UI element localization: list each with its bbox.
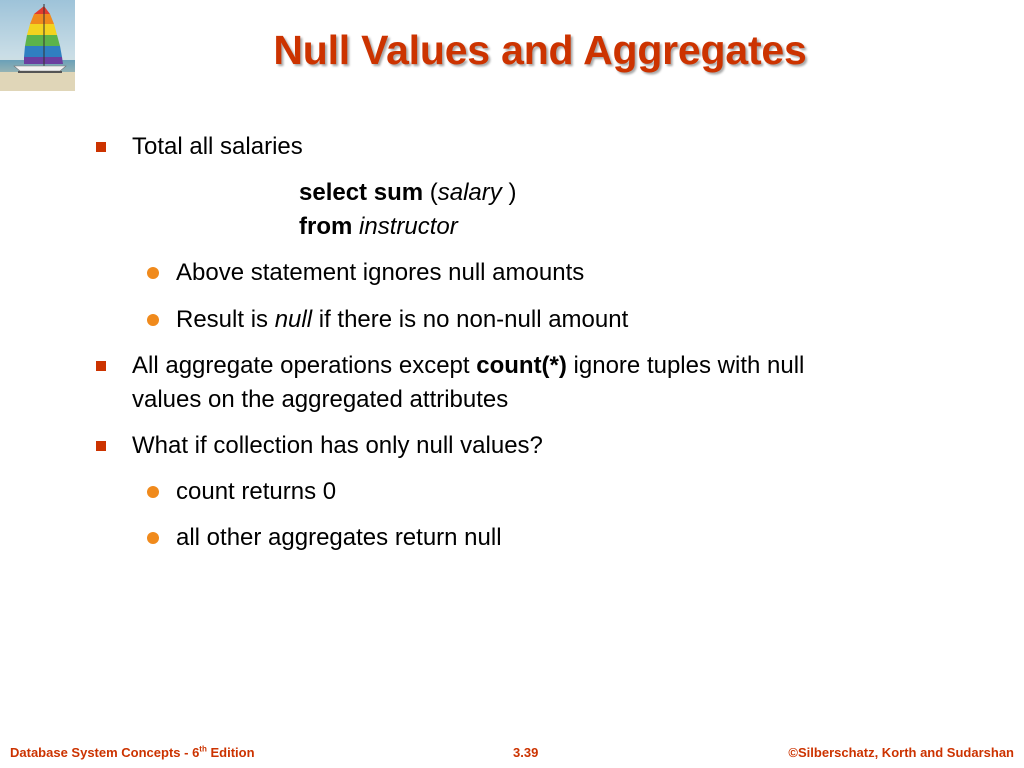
bullet-only-null-values: What if collection has only null values? bbox=[132, 432, 543, 459]
bullet-aggregate-operations-line2: values on the aggregated attributes bbox=[132, 386, 509, 413]
sub-bullet-ignores-nulls: Above statement ignores null amounts bbox=[176, 259, 585, 286]
sql-close-paren: ) bbox=[501, 179, 517, 206]
bullet-aggregate-operations bbox=[132, 350, 804, 382]
query-line-from bbox=[299, 211, 458, 243]
sailboat-logo-icon bbox=[0, 0, 75, 91]
square-bullet-icon bbox=[96, 361, 106, 371]
sub-bullet-result-null bbox=[176, 304, 628, 336]
footer-title-prefix: Database System Concepts - 6 bbox=[10, 745, 200, 760]
sql-open-paren: ( bbox=[429, 179, 438, 206]
sql-keyword-select-sum: select sum bbox=[299, 179, 424, 206]
footer-title-suffix: Edition bbox=[206, 745, 255, 760]
square-bullet-icon bbox=[96, 441, 106, 451]
dot-bullet-icon bbox=[147, 532, 159, 544]
sub2-suffix: if there is no non-null amount bbox=[312, 306, 629, 333]
bullet2-suffix: ignore tuples with null bbox=[566, 352, 805, 379]
bullet2-bold-count: count(*) bbox=[476, 352, 567, 379]
sub-bullet-count-returns: count returns 0 bbox=[176, 478, 337, 505]
sql-keyword-from: from bbox=[299, 213, 353, 240]
sub2-prefix: Result is bbox=[176, 306, 275, 333]
dot-bullet-icon bbox=[147, 267, 159, 279]
square-bullet-icon bbox=[96, 142, 106, 152]
sql-table-instructor: instructor bbox=[359, 213, 458, 240]
footer-copyright: ©Silberschatz, Korth and Sudarshan bbox=[788, 745, 1014, 760]
footer-page-number: 3.39 bbox=[513, 745, 539, 760]
dot-bullet-icon bbox=[147, 486, 159, 498]
dot-bullet-icon bbox=[147, 314, 159, 326]
footer-book-title bbox=[10, 744, 255, 762]
slide-title: Null Values and Aggregates bbox=[273, 27, 807, 73]
bullet2-prefix: All aggregate operations except bbox=[132, 352, 477, 379]
sub-bullet-other-aggregates: all other aggregates return null bbox=[176, 524, 502, 551]
bullet-total-salaries: Total all salaries bbox=[132, 133, 303, 160]
sql-arg-salary: salary bbox=[437, 179, 502, 206]
sub2-italic-null: null bbox=[274, 306, 313, 333]
query-line-select bbox=[299, 177, 516, 209]
footer-title-sup: th bbox=[199, 744, 207, 754]
